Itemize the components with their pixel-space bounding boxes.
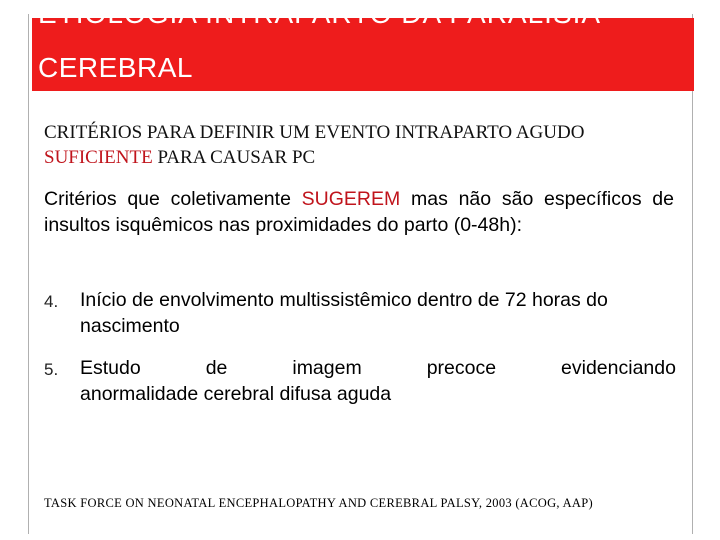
- heading-text-1: CRITÉRIOS PARA DEFINIR UM EVENTO INTRAPARTO AGUDO: [44, 122, 585, 143]
- list-item-text: [80, 355, 676, 407]
- intro-text-1: Critérios que coletivamente: [44, 188, 302, 210]
- intro-text-2: mas não são específicos de insultos isquêmicos nas proximidades do parto (0-48h):: [44, 188, 674, 236]
- list-item-number: 5.: [44, 360, 59, 379]
- heading-text-2: PARA CAUSAR PC: [152, 147, 316, 168]
- criteria-heading: [44, 120, 684, 170]
- list-item: [44, 287, 676, 339]
- intro-paragraph: [44, 186, 674, 238]
- intro-highlight: SUGEREM: [301, 188, 401, 210]
- word: evidenciando: [561, 357, 676, 379]
- slide-frame: [28, 14, 693, 534]
- source-citation: TASK FORCE ON NEONATAL ENCEPHALOPATHY AND CEREBRAL PALSY, 2003 (ACOG, AAP): [44, 496, 593, 510]
- word: Estudo: [80, 357, 141, 379]
- word: de: [205, 357, 228, 379]
- title-line-1: ETIOLOGIA INTRAPARTO DA PARALISIA: [38, 0, 602, 29]
- list-item-line-2: anormalidade cerebral difusa aguda: [80, 383, 392, 405]
- title-line-2: CEREBRAL: [38, 52, 193, 83]
- list-item-line-1: [80, 355, 676, 381]
- word: precoce: [426, 357, 497, 379]
- list-item-text: Início de envolvimento multissistêmico dentro de 72 horas do nascimento: [80, 289, 608, 337]
- word: imagem: [292, 357, 362, 379]
- list-item-number: 4.: [44, 292, 59, 311]
- heading-highlight: SUFICIENTE: [44, 147, 153, 168]
- list-item: [44, 355, 676, 407]
- title-banner: [32, 0, 694, 91]
